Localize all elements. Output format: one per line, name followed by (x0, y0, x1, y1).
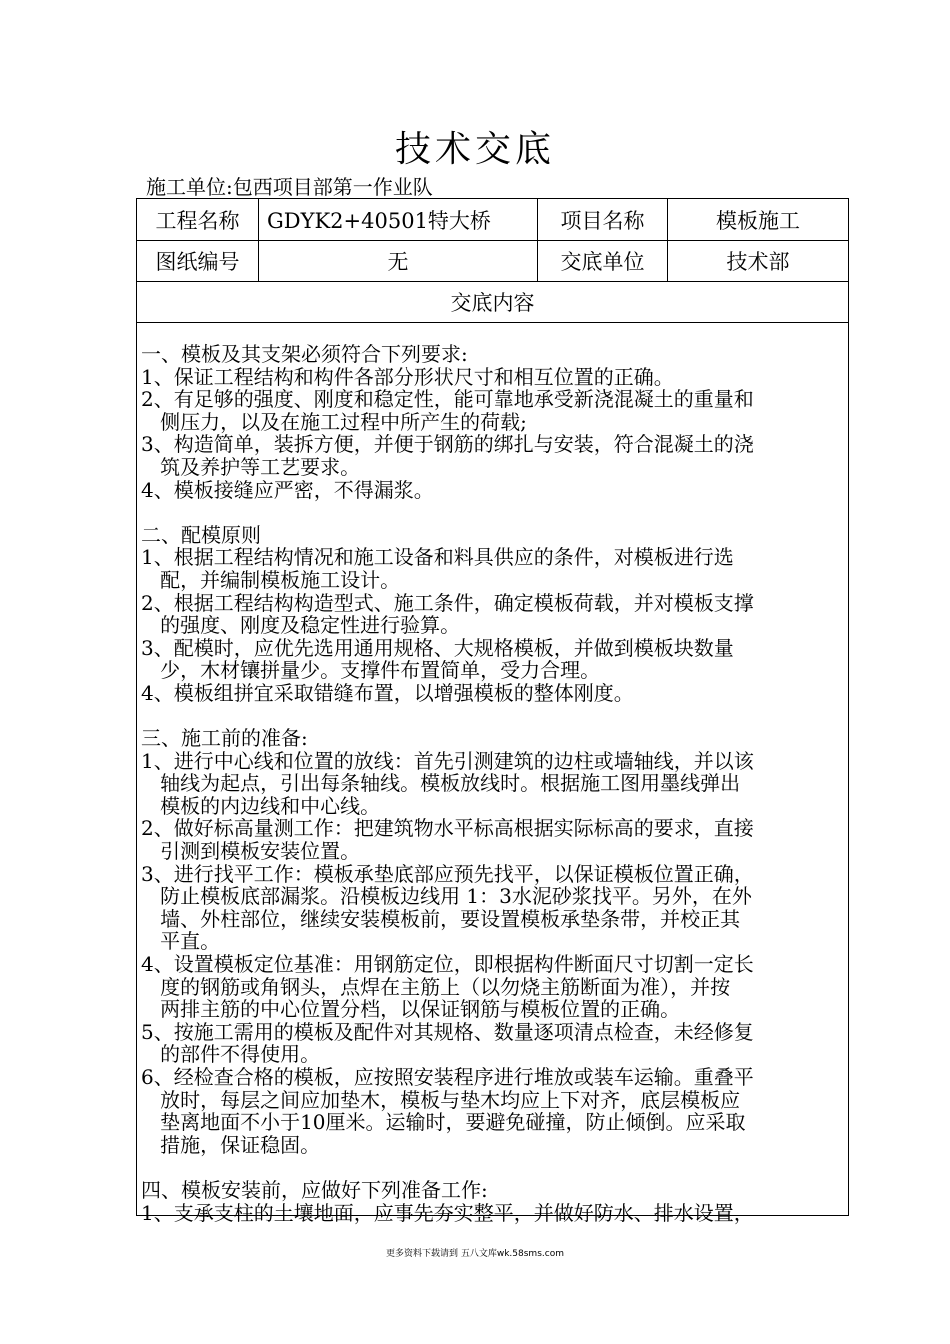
section-3-line: 防止模板底部漏浆。沿模板边线用 1：3水泥砂浆找平。另外，在外 (141, 884, 752, 909)
drawing-number-value: 无 (259, 240, 538, 281)
section-3-line: 轴线为起点，引出每条轴线。模板放线时。根据施工图用墨线弹出 (141, 771, 741, 796)
section-2-line: 2、根据工程结构构造型式、施工条件，确定模板荷载，并对模板支撑 (141, 590, 754, 615)
section-3-line: 模板的内边线和中心线。 (141, 793, 381, 818)
section-1-line: 筑及养护等工艺要求。 (141, 454, 361, 479)
construction-unit: 施工单位:包西项目部第一作业队 (146, 175, 433, 199)
disclosure-unit-label: 交底单位 (538, 240, 668, 281)
item-name-value: 模板施工 (716, 208, 800, 233)
section-2-line: 配，并编制模板施工设计。 (141, 567, 401, 592)
drawing-number-label: 图纸编号 (137, 240, 259, 281)
footer-note: 更多资料下载请到 五八文库wk.58sms.com (386, 1249, 564, 1259)
item-name-label: 项目名称 (538, 199, 668, 240)
content-header: 交底内容 (450, 290, 535, 315)
section-2-line: 的强度、刚度及稳定性进行验算。 (141, 613, 461, 638)
section-2-line: 二、配模原则 (141, 522, 261, 547)
section-1 (141, 343, 843, 501)
section-3 (141, 727, 843, 1156)
section-4-line: 四、模板安装前，应做好下列准备工作: (141, 1177, 488, 1202)
section-gap (141, 1156, 843, 1179)
project-name-value: GDYK2+40501特大桥 (259, 199, 538, 240)
section-1-line: 1、保证工程结构和构件各部分形状尺寸和相互位置的正确。 (141, 364, 674, 389)
section-2 (141, 524, 843, 705)
section-4-line: 1、支承支柱的土壤地面，应事先夯实整平，并做好防水、排水设置， (141, 1200, 754, 1225)
section-1-line: 3、构造简单，装拆方便，并便于钢筋的绑扎与安装，符合混凝土的浇 (141, 432, 754, 457)
section-1-line: 一、模板及其支架必须符合下列要求: (141, 342, 468, 366)
section-3-line: 6、经检查合格的模板，应按照安装程序进行堆放或装车运输。重叠平 (141, 1065, 754, 1089)
section-3-line: 墙、外柱部位，继续安装模板前，要设置模板承垫条带，并校正其 (141, 906, 741, 931)
section-2-line: 1、根据工程结构情况和施工设备和料具供应的条件，对模板进行选 (141, 545, 734, 570)
section-4 (141, 1179, 843, 1224)
table-row (137, 240, 848, 282)
section-gap (141, 501, 843, 524)
section-1-line: 2、有足够的强度、刚度和稳定性，能可靠地承受新浇混凝土的重量和 (141, 387, 754, 412)
section-gap (141, 705, 843, 728)
section-2-line: 3、配模时，应优先选用通用规格、大规格模板，并做到模板块数量 (141, 635, 734, 660)
section-3-line: 引测到模板安装位置。 (141, 839, 361, 864)
disclosure-table (136, 198, 849, 1225)
section-2-line: 少，木材镶拼量少。支撑件布置简单，受力合理。 (141, 658, 601, 683)
table-row (137, 199, 848, 241)
section-3-line: 平直。 (141, 929, 221, 954)
section-3-line: 放时，每层之间应加垫木，模板与垫木均应上下对齐，底层模板应 (141, 1087, 741, 1112)
document-title: 技术交底 (394, 129, 555, 170)
section-3-line: 度的钢筋或角钢头，点焊在主筋上（以勿烧主筋断面为准），并按 (141, 974, 731, 999)
disclosure-unit-value: 技术部 (726, 249, 790, 274)
section-3-line: 两排主筋的中心位置分档，以保证钢筋与模板位置的正确。 (141, 997, 681, 1022)
section-1-line: 4、模板接缝应严密，不得漏浆。 (141, 477, 434, 502)
section-3-line: 措施，保证稳固。 (141, 1132, 321, 1157)
section-3-line: 2、做好标高量测工作：把建筑物水平标高根据实际标高的要求，直接 (141, 816, 754, 841)
section-3-line: 的部件不得使用。 (141, 1042, 321, 1067)
disclosure-content (141, 343, 843, 1224)
content-header-row (137, 281, 848, 323)
section-3-line: 垫离地面不小于10厘米。运输时，要避免碰撞，防止倾倒。应采取 (141, 1110, 746, 1135)
section-3-line: 4、设置模板定位基准：用钢筋定位，即根据构件断面尺寸切割一定长 (141, 952, 754, 977)
section-2-line: 4、模板组拼宜采取错缝布置，以增强模板的整体刚度。 (141, 680, 634, 705)
section-3-line: 5、按施工需用的模板及配件对其规格、数量逐项清点检查，未经修复 (141, 1019, 754, 1044)
section-3-line: 1、进行中心线和位置的放线：首先引测建筑的边柱或墙轴线，并以该 (141, 748, 754, 773)
project-name-label: 工程名称 (137, 199, 259, 240)
section-1-line: 侧压力，以及在施工过程中所产生的荷载; (141, 409, 527, 434)
section-3-line: 三、施工前的准备: (141, 726, 308, 751)
section-3-line: 3、进行找平工作：模板承垫底部应预先找平，以保证模板位置正确， (141, 861, 754, 886)
